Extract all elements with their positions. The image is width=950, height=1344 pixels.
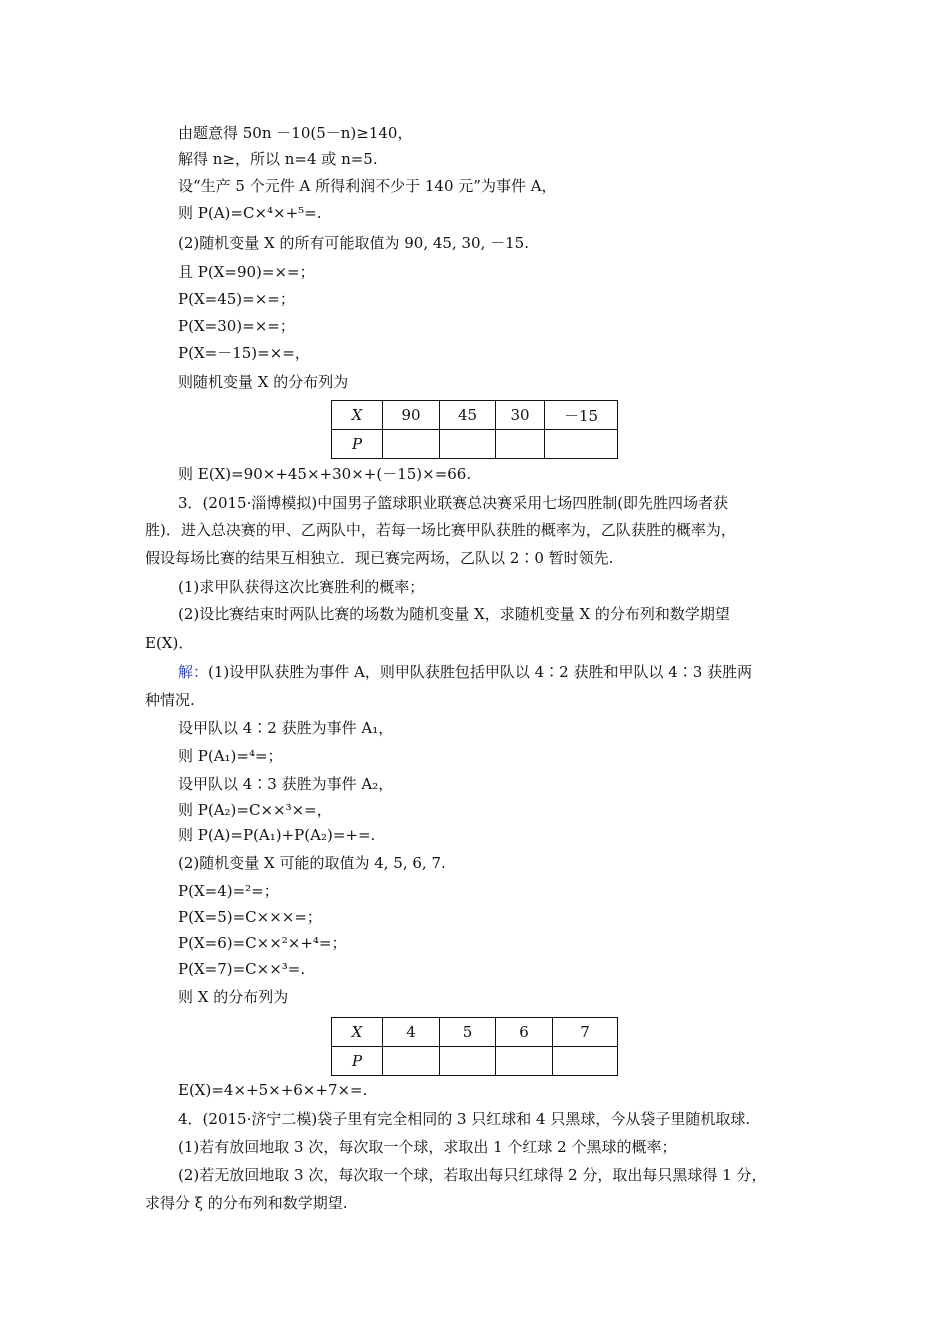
text-line: (2)随机变量 X 的所有可能取值为 90, 45, 30, －15.	[178, 234, 529, 252]
table-row	[332, 401, 618, 430]
solution-label: 解：	[178, 663, 209, 681]
text-line: 则 P(A₁)=⁴=；	[178, 747, 283, 765]
table-cell: 45	[440, 401, 496, 430]
question-2: (2)若无放回地取 3 次，每次取一个球，若取出每只红球得 2 分，取出每只黑球得 1 分，	[178, 1166, 767, 1184]
text-line: 则 E(X)=90×+45×+30×+(－15)×=66.	[178, 465, 472, 483]
table-cell: X	[332, 1018, 383, 1047]
text-line: P(X=45)=×=；	[178, 290, 295, 308]
table-row	[332, 1047, 618, 1076]
table-cell	[440, 430, 496, 459]
text-line: P(X=6)=C××²×+⁴=；	[178, 934, 347, 952]
table-cell: 90	[383, 401, 440, 430]
solution-line	[178, 662, 752, 682]
text-line: 则 P(A)=P(A₁)+P(A₂)=+=.	[178, 826, 376, 844]
question-2: E(X)．	[145, 634, 194, 652]
table-cell	[553, 1047, 618, 1076]
text-line: 则随机变量 X 的分布列为	[178, 373, 349, 391]
text-line: 解得 n≥，所以 n=4 或 n=5.	[178, 150, 378, 168]
table-cell	[496, 430, 545, 459]
table-cell	[440, 1047, 496, 1076]
table-cell: P	[332, 430, 383, 459]
table-cell	[383, 430, 440, 459]
solution-text: (1)设甲队获胜为事件 A，则甲队获胜包括甲队以 4∶2 获胜和甲队以 4∶3 获胜两	[208, 663, 753, 681]
distribution-table-2	[331, 1017, 618, 1076]
text-line: P(X=4)=²=；	[178, 882, 279, 900]
text-line: (2)随机变量 X 可能的取值为 4, 5, 6, 7.	[178, 854, 446, 872]
text-line: 且 P(X=90)=×=；	[178, 263, 315, 281]
table-cell	[496, 1047, 553, 1076]
table-cell: X	[332, 401, 383, 430]
table-cell	[545, 430, 618, 459]
distribution-table-1	[331, 400, 618, 459]
text-line: 则 X 的分布列为	[178, 988, 289, 1006]
problem-3-stem: 胜)．进入总决赛的甲、乙两队中，若每一场比赛甲队获胜的概率为，乙队获胜的概率为，	[145, 521, 736, 539]
table-cell: 30	[496, 401, 545, 430]
question-1: (1)求甲队获得这次比赛胜利的概率；	[178, 578, 425, 596]
text-line: P(X=30)=×=；	[178, 317, 295, 335]
text-line: 则 P(A₂)=C××³×=，	[178, 801, 332, 819]
table-cell: P	[332, 1047, 383, 1076]
table-cell: －15	[545, 401, 618, 430]
text-line: 设“生产 5 个元件 A 所得利润不少于 140 元”为事件 A，	[178, 177, 557, 195]
text-line: P(X=5)=C×××=；	[178, 908, 322, 926]
text-line: P(X=7)=C××³=.	[178, 960, 306, 978]
problem-4-stem: 4．(2015·济宁二模)袋子里有完全相同的 3 只红球和 4 只黑球，今从袋子里随机取球.	[178, 1110, 751, 1128]
table-cell: 6	[496, 1018, 553, 1047]
text-line: P(X=－15)=×=，	[178, 344, 310, 362]
table-cell: 7	[553, 1018, 618, 1047]
table-cell	[383, 1047, 440, 1076]
text-line: 设甲队以 4∶2 获胜为事件 A₁，	[178, 719, 394, 737]
text-line: 种情况.	[145, 691, 195, 709]
table-row	[332, 1018, 618, 1047]
question-1: (1)若有放回地取 3 次，每次取一个球，求取出 1 个红球 2 个黑球的概率；	[178, 1138, 677, 1156]
table-cell: 5	[440, 1018, 496, 1047]
problem-3-stem: 假设每场比赛的结果互相独立．现已赛完两场，乙队以 2∶0 暂时领先.	[145, 549, 614, 567]
problem-3-stem: 3．(2015·淄博模拟)中国男子篮球职业联赛总决赛采用七场四胜制(即先胜四场者获	[178, 494, 729, 512]
table-row	[332, 430, 618, 459]
text-line: 则 P(A)=C×⁴×+⁵=.	[178, 204, 322, 222]
text-line: 由题意得 50n －10(5－n)≥140，	[178, 124, 413, 142]
question-2: 求得分 ξ 的分布列和数学期望.	[145, 1194, 348, 1212]
question-2: (2)设比赛结束时两队比赛的场数为随机变量 X，求随机变量 X 的分布列和数学期望	[178, 605, 730, 623]
table-cell: 4	[383, 1018, 440, 1047]
text-line: E(X)=4×+5×+6×+7×=.	[178, 1081, 368, 1099]
text-line: 设甲队以 4∶3 获胜为事件 A₂，	[178, 775, 394, 793]
